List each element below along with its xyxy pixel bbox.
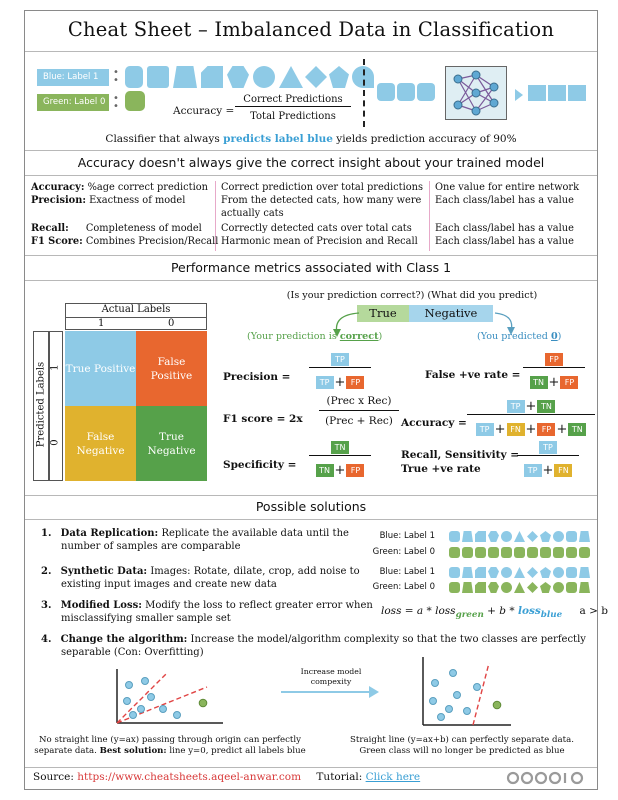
- blue-shape: [462, 567, 473, 578]
- dashed-divider: [363, 59, 365, 127]
- blue-shape: [488, 567, 499, 578]
- section-performance-title: Performance metrics associated with Class 1: [170, 260, 452, 275]
- green-shape: [553, 547, 564, 558]
- blue-shape: [566, 567, 577, 578]
- arrow-right-icon: [369, 686, 379, 698]
- green-shape: [449, 547, 460, 558]
- true-positive-cell: True Positive: [65, 331, 136, 406]
- green-shape: [527, 547, 538, 558]
- blue-shape: [527, 531, 538, 542]
- blue-shape: [279, 66, 303, 88]
- legend-blue-label: Blue: Label 1: [379, 531, 435, 541]
- green-shape: [553, 582, 564, 593]
- green-shape: [501, 582, 512, 593]
- green-shape: [501, 547, 512, 558]
- recall-label: Recall, Sensitivity =: [401, 449, 520, 461]
- predicted-note: (You predicted 0): [477, 331, 562, 342]
- arrow-right-icon: [515, 89, 523, 101]
- blue-shape: [125, 66, 143, 88]
- metric-desc: actually cats: [221, 208, 284, 219]
- blue-shape: [377, 83, 395, 101]
- green-shape: [475, 582, 486, 593]
- solution-change-algorithm: 4. Change the algorithm: Increase the model/algorithm complexity so that the two classes are perfectly separable (Con: Overfitting): [41, 634, 586, 658]
- recall-label-2: True +ve rate: [401, 463, 481, 475]
- true-word-box: True: [357, 305, 409, 322]
- left-plot-caption: No straight line (y=ax) passing through origin can perfectly separate data. Best solution: line y=0, predict all labels blue: [34, 735, 306, 756]
- blue-shape: [305, 66, 327, 88]
- solution-modified-loss: 3. Modified Loss: Modify the loss to reflect greater error when misclassifying smaller sample set: [41, 600, 373, 624]
- accuracy-denominator-boxes: TP + FN + FP + TN: [465, 419, 597, 438]
- divider: [25, 495, 597, 496]
- right-plot-caption: Straight line (y=ax+b) can perfectly separate data. Green class will no longer be predicted as blue: [350, 735, 574, 756]
- tutorial-label: Tutorial:: [316, 771, 363, 783]
- specificity-label: Specificity =: [223, 459, 297, 471]
- legend-green-label: Green: Label 0: [372, 582, 435, 592]
- row-label-0: 0: [49, 439, 61, 446]
- metric-scope: Each class/label has a value: [435, 195, 574, 206]
- source-link[interactable]: https://www.cheatsheets.aqeel-anwar.com: [77, 771, 302, 783]
- blue-shape: [548, 85, 566, 101]
- section-solutions-title: Possible solutions: [255, 499, 367, 514]
- classifier-highlight: predicts label blue: [223, 133, 333, 145]
- fraction-line: [467, 414, 595, 415]
- green-shape: [566, 547, 577, 558]
- divider: [25, 175, 597, 176]
- blue-shape: [501, 567, 512, 578]
- fpr-numerator: FP: [521, 349, 587, 368]
- precision-numerator: TP: [307, 349, 373, 368]
- green-shape: [475, 547, 486, 558]
- classifier-text: Classifier that always: [105, 133, 220, 145]
- col-label-0: 0: [168, 318, 175, 329]
- cheat-sheet-page: [24, 10, 608, 790]
- page-title: Cheat Sheet – Imbalanced Data in Classification: [67, 18, 555, 41]
- green-shape: [579, 547, 590, 558]
- f1-label: F1 score = 2x: [223, 413, 303, 425]
- green-shape: [462, 582, 473, 593]
- blue-shape: [579, 567, 590, 578]
- blue-shape: [227, 66, 249, 88]
- actual-labels-values: [65, 317, 207, 330]
- divider: [25, 51, 597, 52]
- green-shape: [579, 582, 590, 593]
- actual-labels-header: Actual Labels: [65, 303, 207, 317]
- green-shape: [125, 91, 145, 111]
- fraction-line: [319, 410, 399, 411]
- blue-shape: [579, 531, 590, 542]
- classifier-sentence: [25, 133, 597, 145]
- loss-formula: loss = a * loss$_{green}$ + b * loss$_{blue}$ a > b: [381, 605, 608, 621]
- green-shape: [488, 582, 499, 593]
- blue-shape: [329, 66, 349, 88]
- blue-shape: [553, 531, 564, 542]
- metric-row-precision: Precision: Exactness of model: [31, 195, 186, 206]
- accuracy-denominator: Total Predictions: [250, 111, 336, 122]
- divider: [25, 767, 597, 768]
- metric-scope: Each class/label has a value: [435, 236, 574, 247]
- column-separator: [429, 181, 430, 251]
- accuracy-label: Accuracy =: [401, 417, 467, 429]
- recall-denominator: TP + FN: [515, 460, 581, 479]
- metric-row-recall: Recall: Completeness of model: [31, 223, 202, 234]
- predicted-labels-header: [33, 331, 49, 481]
- left-scatter-plot: [107, 667, 227, 727]
- solution-synthetic-data: 2. Synthetic Data: Images: Rotate, dilate, crop, add noise to existing input images and create new data: [41, 566, 360, 590]
- blue-shape: [527, 567, 538, 578]
- dots-icon: • •: [113, 93, 119, 112]
- false-positive-cell: False Positive: [136, 331, 207, 406]
- green-shape: [514, 582, 525, 593]
- blue-shape: [488, 531, 499, 542]
- blue-shape: [540, 567, 551, 578]
- green-shape: [566, 582, 577, 593]
- metric-scope: Each class/label has a value: [435, 223, 574, 234]
- tutorial-link[interactable]: Click here: [365, 771, 421, 783]
- blue-shape: [449, 567, 460, 578]
- right-scatter-plot: [415, 655, 515, 729]
- accuracy-prefix: Accuracy =: [173, 105, 235, 117]
- aqeel-logo-icon: [505, 769, 591, 787]
- metric-desc: From the detected cats, how many were: [221, 195, 422, 206]
- divider: [25, 150, 597, 151]
- fraction-line: [517, 455, 579, 456]
- recall-numerator: TP: [515, 437, 581, 456]
- blue-shape: [147, 66, 169, 88]
- blue-shape: [253, 66, 275, 88]
- col-label-1: 1: [98, 318, 105, 329]
- blue-shape: [417, 83, 435, 101]
- fraction-line: [309, 455, 371, 456]
- specificity-numerator: TN: [307, 437, 373, 456]
- dots-icon: • •: [113, 67, 119, 86]
- arrow-label: Increase model compexity: [300, 667, 362, 686]
- divider: [25, 255, 597, 256]
- fpr-denominator: TN + FP: [521, 372, 587, 391]
- precision-label: Precision =: [223, 371, 291, 383]
- false-positive-rate-label: False +ve rate =: [425, 369, 521, 381]
- divider: [25, 519, 597, 520]
- green-label-pill: Green: Label 0: [37, 94, 109, 111]
- blue-shape: [501, 531, 512, 542]
- green-shape: [449, 582, 460, 593]
- false-negative-cell: False Negative: [65, 406, 136, 481]
- f1-numerator: (Prec x Rec): [326, 395, 392, 407]
- row-label-1: 1: [49, 364, 61, 371]
- neural-network-icon: [445, 66, 507, 120]
- green-shape: [540, 582, 551, 593]
- metric-desc: Harmonic mean of Precision and Recall: [221, 236, 418, 247]
- blue-shape: [462, 531, 473, 542]
- blue-shape: [201, 66, 223, 88]
- predicted-labels-values: [49, 331, 63, 481]
- metric-row-f1: F1 Score: Combines Precision/Recall: [31, 236, 219, 247]
- green-shape: [514, 547, 525, 558]
- blue-shape: [173, 66, 197, 88]
- correct-note: (Your prediction is correct): [247, 331, 383, 342]
- fraction-line: [523, 367, 585, 368]
- blue-shape: [540, 531, 551, 542]
- solution-data-replication: 1. Data Replication: Replicate the available data until the number of samples are comparable: [41, 528, 349, 552]
- blue-shape: [475, 531, 486, 542]
- fraction-line: [309, 367, 371, 368]
- green-shape: [540, 547, 551, 558]
- specificity-denominator: TN + FP: [307, 460, 373, 479]
- blue-label-pill: Blue: Label 1: [37, 69, 109, 86]
- metric-desc: Correctly detected cats over total cats: [221, 223, 412, 234]
- classifier-text-end: yields prediction accuracy of 90%: [336, 133, 517, 145]
- blue-shape: [528, 85, 546, 101]
- section-accuracy-title: Accuracy doesn't always give the correct insight about your trained model: [77, 155, 545, 170]
- predicted-labels-text: Predicted Labels: [35, 361, 47, 448]
- metric-scope: One value for entire network: [435, 182, 580, 193]
- negative-word-box: Negative: [409, 305, 493, 322]
- metric-row-accuracy: Accuracy: %age correct prediction: [31, 182, 208, 193]
- accuracy-numerator-boxes: TP + TN: [465, 396, 597, 415]
- green-shape: [488, 547, 499, 558]
- blue-shape: [553, 567, 564, 578]
- blue-shape: [514, 531, 525, 542]
- accuracy-numerator: Correct Predictions: [235, 94, 351, 107]
- arrow-shaft: [281, 691, 371, 693]
- blue-shape: [475, 567, 486, 578]
- prediction-question: (Is your prediction correct?) (What did you predict): [286, 290, 538, 301]
- divider: [25, 280, 597, 281]
- blue-shape: [397, 83, 415, 101]
- green-shape: [462, 547, 473, 558]
- footer-source: [33, 771, 420, 783]
- precision-denominator: TP + FP: [307, 372, 373, 391]
- blue-shape: [568, 85, 586, 101]
- metric-desc: Correct prediction over total predictions: [221, 182, 423, 193]
- blue-shape: [566, 531, 577, 542]
- green-shape: [527, 582, 538, 593]
- f1-denominator: (Prec + Rec): [325, 415, 393, 427]
- legend-blue-label: Blue: Label 1: [379, 567, 435, 577]
- blue-shape: [514, 567, 525, 578]
- blue-shape: [449, 531, 460, 542]
- legend-green-label: Green: Label 0: [372, 547, 435, 557]
- source-label: Source:: [33, 771, 74, 783]
- true-negative-cell: True Negative: [136, 406, 207, 481]
